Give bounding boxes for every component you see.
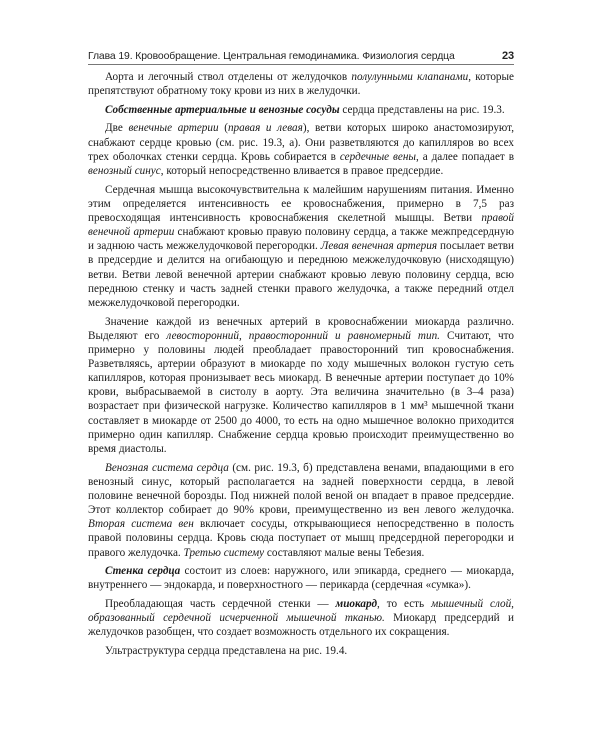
paragraph <box>88 597 514 639</box>
emphasis-text: венозный синус <box>88 164 161 177</box>
text-run: , а далее попадает в <box>416 150 514 163</box>
text-run: ( <box>218 122 228 135</box>
text-run: ), ветви которых широко анастомозируют, снабжают сердце кровью (см. рис. 19.3, а). Они разветвляются до капилляров во всех трех оболочках стенки сердца. Кровь собирается в <box>88 122 514 163</box>
header-divider <box>88 64 514 65</box>
emphasis-text: Венозная система сердца <box>105 461 229 474</box>
emphasis-text: миокард <box>335 597 377 610</box>
paragraph <box>88 183 514 310</box>
text-run: Две <box>105 122 129 135</box>
text-run: сердца представлены на рис. 19.3. <box>339 103 505 116</box>
text-run: Миокард предсердий и желудочков разобщен, что создает возможность отдельного их сокращения. <box>88 612 514 639</box>
running-title: Глава 19. Кровообращение. Центральная гемодинамика. Физиология сердца <box>88 51 455 62</box>
text-run: снабжают кровью правую половину сердца, а также межпредсердную и заднюю часть межжелудочковой перегородки. <box>88 226 514 253</box>
text-run: (см. рис. 19.3, б) представлена венами, впадающими в его венозный синус, который располагается на задней поверхности сердца, в левой половине венечной борозды. Под нижней полой веной он впадает в правое предсердие. Этот коллектор собирает до 90% крови, преимущественно из вен левого желудочка. <box>88 461 514 517</box>
emphasis-text: правая и левая <box>227 122 303 135</box>
text-run: , который непосредственно вливается в правое предсердие. <box>160 164 444 177</box>
emphasis-text: сердечные вены <box>339 150 416 163</box>
text-run: Значение каждой из венечных артерий в кровоснабжении миокарда различно. Выделяют его <box>88 315 514 342</box>
paragraph <box>88 461 514 560</box>
paragraph <box>88 121 514 178</box>
text-run: Считают, что примерно у половины людей преобладает правосторонний тип кровоснабжения. Разветвляясь, артерии образуют в миокарде по ходу мышечных волокон густую сеть капилляров, которая пронизывает весь миокард. В венечные артерии поступает до 10% крови, выбрасываемой в систолу в аорту. Эта величина значительно (в 3–4 раза) возрастает при физической нагрузке. Количество капилляров в 1 мм³ мышечной ткани составляет в миокарде от 2500 до 4000, то есть на одно мышечное волокно приходится примерно один капилляр. Снабжение сердца кровью происходит преимущественно во время диастолы. <box>88 329 514 455</box>
paragraph <box>88 644 514 658</box>
emphasis-text: Собственные артериальные и венозные сосуды <box>105 103 340 116</box>
paragraph <box>88 70 514 98</box>
emphasis-text: Левая венечная артерия <box>320 240 438 253</box>
text-run: составляют малые вены Тебезия. <box>264 546 425 559</box>
text-run: , то есть <box>377 597 432 610</box>
emphasis-text: мышечный слой, образованный сердечной исчерченной мышечной тканью. <box>88 597 514 625</box>
text-run: Ультраструктура сердца представлена на рис. 19.4. <box>105 644 348 657</box>
page-number: 23 <box>501 50 514 62</box>
emphasis-text: Вторая система вен <box>88 518 194 531</box>
text-run: , которые препятствуют обратному току крови из них в желудочки. <box>88 71 514 98</box>
emphasis-text: Третью систему <box>183 546 265 559</box>
emphasis-text: правой венечной артерии <box>88 211 514 239</box>
text-run: состоит из слоев: наружного, или эпикарда, среднего — миокарда, внутреннего — эндокарда, и поверхностного — перикарда (сердечная «сумка»). <box>88 565 514 592</box>
emphasis-text: полулунными клапанами <box>351 71 469 83</box>
body-text <box>88 70 514 658</box>
emphasis-text: Стенка сердца <box>105 565 181 578</box>
text-run: Сердечная мышца высокочувствительна к малейшим нарушениям питания. Именно этим определяется интенсивность ее кровоснабжения, примерно в 7,5 раз превосходящая интенсивность кровоснабжения скелетной мышцы. Ветви <box>88 183 514 224</box>
paragraph <box>88 564 514 592</box>
paragraph <box>88 315 514 457</box>
paragraph <box>88 103 514 117</box>
running-header <box>88 50 514 62</box>
text-run: включает сосуды, открывающиеся непосредственно в полость правой половины сердца. Кровь сюда поступает от мышц предсердной перегородки и правого желудочка. <box>88 518 515 559</box>
emphasis-text: венечные артерии <box>128 122 219 135</box>
text-run: Преобладающая часть сердечной стенки — <box>105 597 336 610</box>
emphasis-text: левосторонний, правосторонний и равномерный тип. <box>166 329 440 342</box>
text-run: Аорта и легочный ствол отделены от желудочков <box>105 71 352 83</box>
text-run: посылает ветви в предсердие и делится на огибающую и переднюю межжелудочковую (нисходящую) ветви. Ветви левой венечной артерии снабжают кровью левую половину сердца, всю переднюю стенку и часть задней стенки правого желудочка, а также передний отдел межжелудочковой перегородки. <box>88 240 514 309</box>
